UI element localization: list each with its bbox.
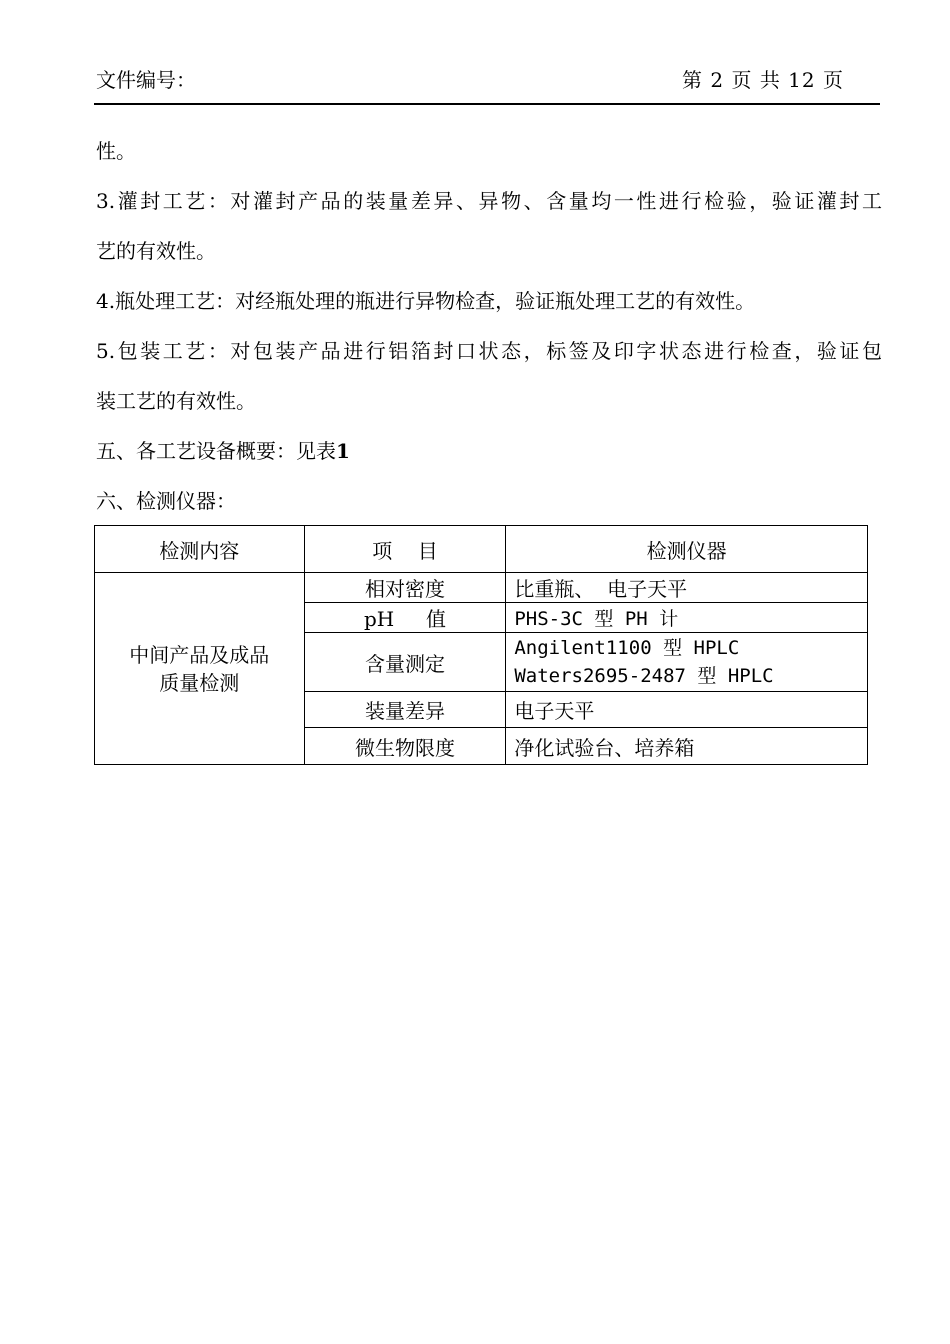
inspection-content-line: 质量检测 (159, 670, 240, 695)
inspection-content-cell (95, 573, 305, 765)
header-cell: 检测仪器 (506, 526, 868, 573)
instrument-line: Angilent1100 型 HPLC (514, 637, 740, 659)
document-body (96, 126, 882, 526)
instrument-line: Waters2695-2487 型 HPLC (514, 665, 774, 687)
paragraph-line: 4.瓶处理工艺：对经瓶处理的瓶进行异物检查，验证瓶处理工艺的有效性。 (96, 289, 756, 313)
paragraph-line: 艺的有效性。 (96, 239, 216, 263)
section-6-heading: 六、检测仪器： (96, 489, 236, 513)
instrument-cell: 比重瓶、 电子天平 (506, 573, 868, 603)
instrument-cell: PHS-3C 型 PH 计 (506, 603, 868, 633)
instrument-cell: 电子天平 (506, 692, 868, 728)
item-cell: 相对密度 (304, 573, 506, 603)
instrument-table (94, 525, 868, 765)
header-divider (94, 103, 880, 105)
inspection-content-line: 中间产品及成品 (129, 642, 270, 667)
header-cell: 检测内容 (95, 526, 305, 573)
paragraph-line: 5.包装工艺：对包装产品进行铝箔封口状态，标签及印字状态进行检查，验证包 (96, 339, 882, 363)
item-cell: 装量差异 (304, 692, 506, 728)
paragraph-line: 性。 (96, 139, 136, 163)
table-reference: 1 (336, 439, 350, 463)
paragraph-line: 3.灌封工艺：对灌封产品的装量差异、异物、含量均一性进行检验，验证灌封工 (96, 189, 882, 213)
header-cell: 项 目 (304, 526, 506, 573)
instrument-cell: 净化试验台、培养箱 (506, 728, 868, 765)
document-number-label: 文件编号： (96, 68, 196, 92)
instrument-cell (506, 633, 868, 692)
page-indicator: 第 2 页 共 12 页 (682, 68, 844, 92)
table-header-row (95, 526, 868, 573)
item-cell: 微生物限度 (304, 728, 506, 765)
table-row (95, 573, 868, 603)
paragraph-line: 装工艺的有效性。 (96, 389, 256, 413)
item-cell: 含量测定 (304, 633, 506, 692)
item-cell: pH 值 (304, 603, 506, 633)
section-5-text: 五、各工艺设备概要：见表 (96, 439, 336, 463)
section-5-heading (96, 426, 882, 476)
